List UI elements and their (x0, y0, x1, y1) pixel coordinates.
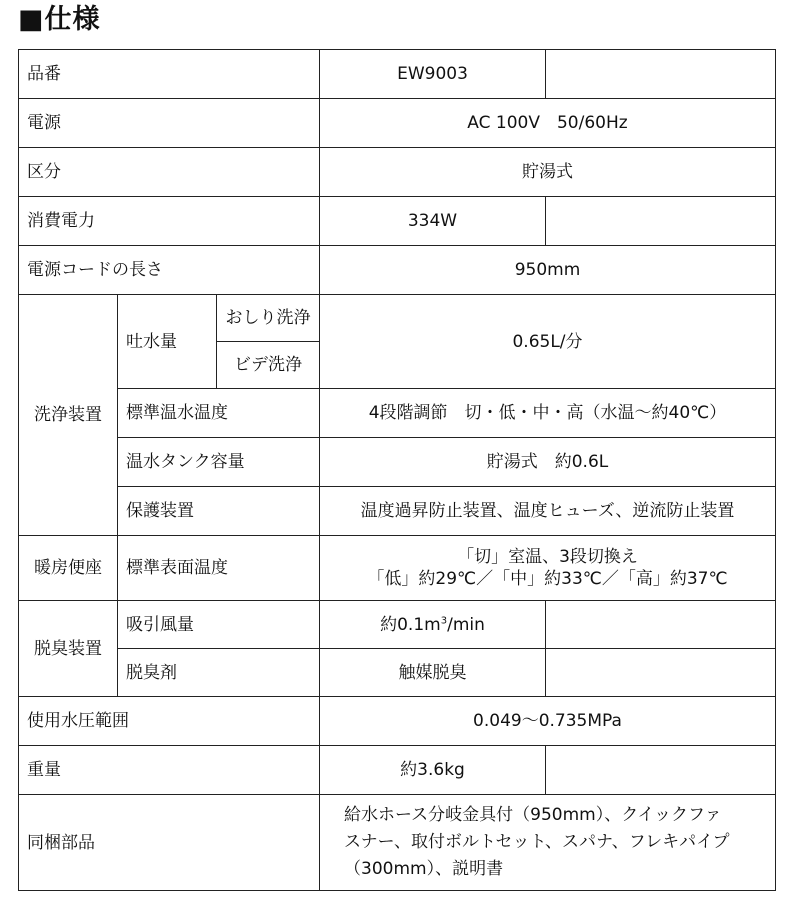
water-pressure-label: 使用水圧範囲 (19, 697, 320, 746)
model-empty-cell (546, 50, 776, 99)
washing-group-label: 洗浄装置 (19, 295, 118, 536)
power-source-value: AC 100V 50/60Hz (320, 99, 776, 148)
weight-empty-cell (546, 746, 776, 795)
power-consumption-empty-cell (546, 197, 776, 246)
category-label: 区分 (19, 148, 320, 197)
oshiri-wash-label: おしり洗浄 (217, 295, 320, 342)
accessories-label: 同梱部品 (19, 795, 320, 891)
water-output-value: 0.65L/分 (320, 295, 776, 389)
airflow-value-unit: /min (447, 614, 485, 635)
deodorant-label: 脱臭剤 (118, 649, 320, 697)
power-consumption-label: 消費電力 (19, 197, 320, 246)
deodorant-value: 触媒脱臭 (320, 649, 546, 697)
spec-row-heated-seat (19, 536, 776, 601)
protection-value: 温度過昇防止装置、温度ヒューズ、逆流防止装置 (320, 487, 776, 536)
model-label: 品番 (19, 50, 320, 99)
cord-length-value: 950mm (320, 246, 776, 295)
spec-table (18, 49, 776, 891)
heated-seat-group-label: 暖房便座 (19, 536, 118, 601)
accessories-value (320, 795, 776, 891)
std-temp-value: 4段階調節 切・低・中・高（水温～約40℃） (320, 389, 776, 438)
spec-row-water-pressure (19, 697, 776, 746)
spec-row-airflow (19, 601, 776, 649)
power-source-label: 電源 (19, 99, 320, 148)
spec-row-category (19, 148, 776, 197)
surface-temp-line-2: 「低」約29℃／「中」約33℃／「高」約37℃ (367, 569, 728, 589)
airflow-value-exponent: 3 (440, 614, 448, 626)
weight-value: 約3.6kg (320, 746, 546, 795)
spec-row-power-consumption (19, 197, 776, 246)
airflow-label: 吸引風量 (118, 601, 320, 649)
cord-length-label: 電源コードの長さ (19, 246, 320, 295)
model-value: EW9003 (320, 50, 546, 99)
deodorant-empty-cell (546, 649, 776, 697)
power-consumption-value: 334W (320, 197, 546, 246)
water-output-label: 吐水量 (118, 295, 217, 389)
tank-capacity-value: 貯湯式 約0.6L (320, 438, 776, 487)
bidet-wash-label: ビデ洗浄 (217, 342, 320, 389)
water-pressure-value: 0.049～0.735MPa (320, 697, 776, 746)
spec-row-protection (19, 487, 776, 536)
airflow-value (320, 601, 546, 649)
spec-row-washing-oshiri (19, 295, 776, 342)
spec-row-cord-length (19, 246, 776, 295)
tank-capacity-label: 温水タンク容量 (118, 438, 320, 487)
spec-row-weight (19, 746, 776, 795)
airflow-value-main: 約0.1m (380, 614, 441, 635)
spec-row-tank (19, 438, 776, 487)
spec-row-accessories (19, 795, 776, 891)
accessories-line-2: スナー、取付ボルトセット、スパナ、フレキパイプ (344, 832, 730, 852)
spec-row-model (19, 50, 776, 99)
surface-temp-label: 標準表面温度 (118, 536, 320, 601)
category-value: 貯湯式 (320, 148, 776, 197)
page-title: ■仕様 (18, 4, 101, 35)
spec-row-power-source (19, 99, 776, 148)
accessories-line-1: 給水ホース分岐金具付（950mm）、クイックファ (344, 805, 722, 825)
deodorizer-group-label: 脱臭装置 (19, 601, 118, 697)
spec-row-std-temp (19, 389, 776, 438)
weight-label: 重量 (19, 746, 320, 795)
spec-row-deodorant (19, 649, 776, 697)
accessories-line-3: （300mm）、説明書 (344, 859, 504, 879)
protection-label: 保護装置 (118, 487, 320, 536)
surface-temp-value (320, 536, 776, 601)
airflow-empty-cell (546, 601, 776, 649)
surface-temp-line-1: 「切」室温、3段切換え (457, 547, 638, 567)
std-temp-label: 標準温水温度 (118, 389, 320, 438)
